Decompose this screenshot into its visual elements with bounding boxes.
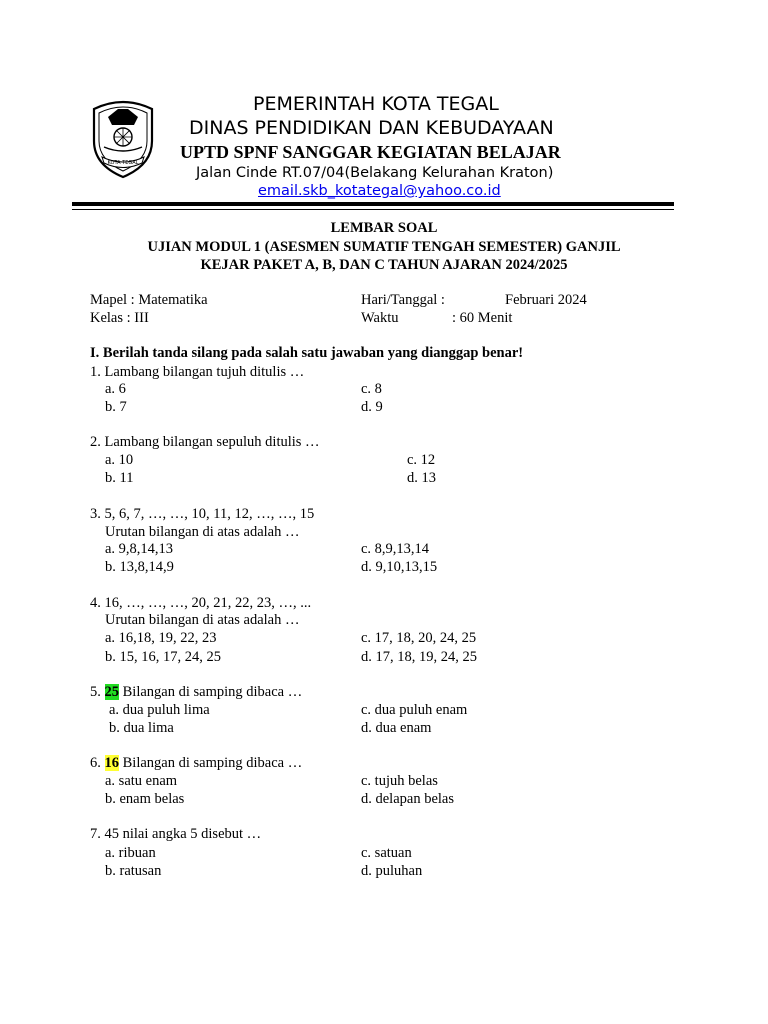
q2-option-c: c. 12: [407, 452, 436, 468]
q2-option-d: d. 13: [407, 470, 436, 486]
question-5: [90, 684, 302, 701]
q6-option-d: d. delapan belas: [361, 791, 455, 807]
question-3: 3. 5, 6, 7, …, …, 10, 11, 12, …, …, 15: [90, 506, 315, 522]
city-seal-logo: [88, 97, 158, 179]
question-6-number-highlight: 16: [104, 755, 119, 771]
logo-text: KOTA TEGAL: [107, 160, 139, 166]
header-line-1: PEMERINTAH KOTA TEGAL: [253, 93, 499, 115]
header-address: Jalan Cinde RT.07/04(Belakang Kelurahan Kraton): [196, 165, 554, 181]
instruction: I. Berilah tanda silang pada salah satu jawaban yang dianggap benar!: [90, 345, 524, 361]
question-6-number: 6.: [90, 755, 101, 771]
q6-option-b: b. enam belas: [105, 791, 185, 807]
q4-option-a: a. 16,18, 19, 22, 23: [105, 630, 217, 646]
q3-option-d: d. 9,10,13,15: [361, 559, 438, 575]
doc-title-1: LEMBAR SOAL: [330, 220, 438, 236]
q7-option-c: c. satuan: [361, 845, 412, 861]
doc-title-2: UJIAN MODUL 1 (ASESMEN SUMATIF TENGAH SEMESTER) GANJIL: [147, 239, 621, 255]
q2-option-a: a. 10: [105, 452, 134, 468]
header-line-3: UPTD SPNF SANGGAR KEGIATAN BELAJAR: [180, 142, 561, 162]
q5-option-d: d. dua enam: [361, 720, 432, 736]
q5-option-c: c. dua puluh enam: [361, 702, 468, 718]
q6-option-a: a. satu enam: [105, 773, 178, 789]
info-kelas: Kelas : III: [90, 310, 149, 326]
q5-option-b: b. dua lima: [109, 720, 174, 736]
question-5-number: 5.: [90, 684, 101, 700]
doc-title-3: KEJAR PAKET A, B, DAN C TAHUN AJARAN 2024/2025: [200, 257, 568, 273]
header-email-link[interactable]: email.skb_kotategal@yahoo.co.id: [258, 183, 501, 199]
question-2: 2. Lambang bilangan sepuluh ditulis …: [90, 434, 320, 450]
header-divider-thin: [72, 209, 674, 210]
q4-option-c: c. 17, 18, 20, 24, 25: [361, 630, 477, 646]
q1-option-c: c. 8: [361, 381, 382, 397]
question-5-number-highlight: 25: [104, 684, 119, 700]
header-divider-thick: [72, 202, 674, 206]
info-waktu-value: : 60 Menit: [452, 310, 513, 326]
question-3-sub: Urutan bilangan di atas adalah …: [105, 524, 300, 540]
question-7: 7. 45 nilai angka 5 disebut …: [90, 826, 262, 842]
info-hari-label: Hari/Tanggal :: [361, 292, 445, 308]
question-6: [90, 755, 302, 772]
info-hari-value: Februari 2024: [505, 292, 587, 308]
q5-option-a: a. dua puluh lima: [109, 702, 210, 718]
q4-option-b: b. 15, 16, 17, 24, 25: [105, 649, 221, 665]
question-1: 1. Lambang bilangan tujuh ditulis …: [90, 364, 305, 380]
q3-option-b: b. 13,8,14,9: [105, 559, 174, 575]
q2-option-b: b. 11: [105, 470, 134, 486]
q3-option-a: a. 9,8,14,13: [105, 541, 174, 557]
q4-option-d: d. 17, 18, 19, 24, 25: [361, 649, 477, 665]
question-4: 4. 16, …, …, …, 20, 21, 22, 23, …, ...: [90, 595, 312, 611]
q1-option-a: a. 6: [105, 381, 126, 397]
info-mapel: Mapel : Matematika: [90, 292, 208, 308]
q1-option-b: b. 7: [105, 399, 127, 415]
q7-option-d: d. puluhan: [361, 863, 423, 879]
question-4-sub: Urutan bilangan di atas adalah …: [105, 612, 300, 628]
q3-option-c: c. 8,9,13,14: [361, 541, 430, 557]
info-waktu-label: Waktu: [361, 310, 399, 326]
header-line-2: DINAS PENDIDIKAN DAN KEBUDAYAAN: [189, 117, 554, 139]
q1-option-d: d. 9: [361, 399, 383, 415]
q7-option-b: b. ratusan: [105, 863, 162, 879]
question-6-text: Bilangan di samping dibaca …: [122, 755, 303, 771]
q6-option-c: c. tujuh belas: [361, 773, 438, 789]
question-5-text: Bilangan di samping dibaca …: [122, 684, 303, 700]
q7-option-a: a. ribuan: [105, 845, 156, 861]
